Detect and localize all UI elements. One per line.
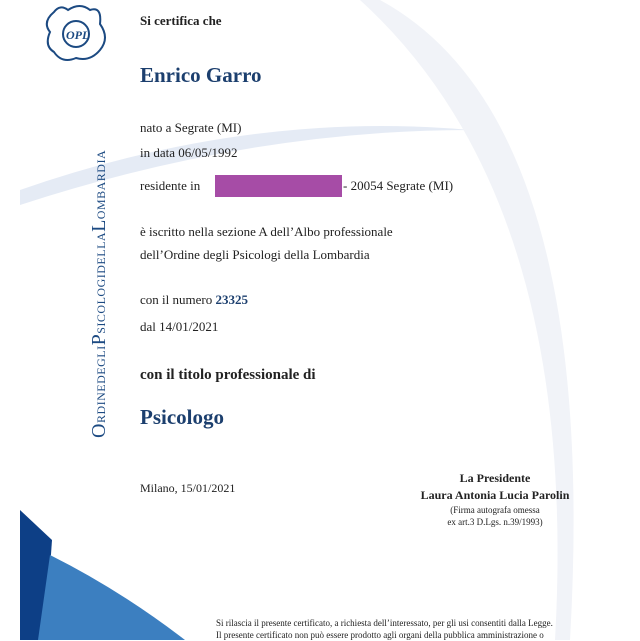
- birth-date: in data 06/05/1992: [140, 145, 238, 160]
- enrolled-line-1: è iscritto nella sezione A dell’Albo professionale: [140, 224, 393, 239]
- redaction-box: [215, 175, 342, 197]
- title-label: con il titolo professionale di: [140, 367, 316, 383]
- registration-number: 23325: [215, 292, 248, 307]
- number-label: con il numero: [140, 292, 213, 307]
- residence-rest: - 20054 Segrate (MI): [343, 178, 454, 193]
- logo-text: OPL: [66, 28, 90, 42]
- logo: [40, 2, 112, 69]
- signature-role: La Presidente: [459, 471, 531, 485]
- residence-label: residente in: [140, 178, 201, 193]
- signature-name: Laura Antonia Lucia Parolin: [420, 488, 570, 502]
- signature-note-1: (Firma autografa omessa: [450, 505, 540, 515]
- since-date: dal 14/01/2021: [140, 319, 219, 334]
- footer-note: [216, 617, 553, 641]
- signature-note-2: ex art.3 D.Lgs. n.39/1993): [447, 517, 543, 527]
- organization-vertical-title: ORDINEDEGLIPSICOLOGIDELLALOMBARDIA: [88, 149, 110, 438]
- place-date: Milano, 15/01/2021: [140, 481, 236, 495]
- signature-block: [395, 470, 595, 528]
- footer-line-1: Si rilascia il presente certificato, a richiesta dell’interessato, per gli usi consentiti dalla Legge.: [216, 618, 553, 628]
- person-name: Enrico Garro: [140, 63, 262, 87]
- professional-title: Psicologo: [140, 405, 224, 429]
- birth-place: nato a Segrate (MI): [140, 120, 242, 135]
- footer-line-2: Il presente certificato non può essere prodotto agli organi della pubblica amministrazione o: [216, 630, 544, 640]
- enrolled-line-2: dell’Ordine degli Psicologi della Lombardia: [140, 247, 370, 262]
- intro: Si certifica che: [140, 13, 222, 28]
